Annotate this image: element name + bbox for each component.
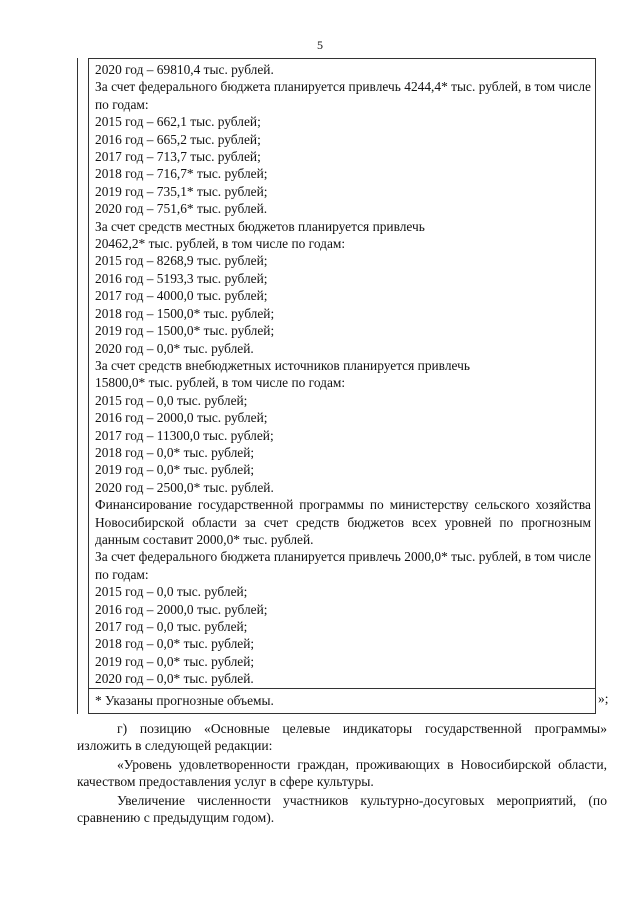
year-line: 2020 год – 0,0* тыс. рублей. <box>95 671 254 687</box>
paragraph-g: г) позицию «Основные целевые индикаторы государственной программы» изложить в следующей редакции: <box>77 721 607 754</box>
year-line: 2019 год – 0,0* тыс. рублей; <box>95 462 255 478</box>
year-line: 2019 год – 0,0* тыс. рублей; <box>95 653 255 669</box>
year-line: 2020 год – 0,0* тыс. рублей. <box>95 340 254 356</box>
extra-intro: 15800,0* тыс. рублей, в том числе по годам: <box>95 375 346 391</box>
year-line: 2017 год – 4000,0 тыс. рублей; <box>95 288 268 304</box>
year-line: 2019 год – 735,1* тыс. рублей; <box>95 183 268 199</box>
year-line: 2018 год – 1500,0* тыс. рублей; <box>95 305 275 321</box>
footnote-divider <box>88 688 596 689</box>
year-line: 2017 год – 0,0 тыс. рублей; <box>95 619 248 634</box>
extra-intro: За счет средств внебюджетных источников планируется привлечь <box>95 357 470 373</box>
year-line: 2016 год – 665,2 тыс. рублей; <box>95 131 261 147</box>
year-line: 2016 год – 2000,0 тыс. рублей; <box>95 601 268 617</box>
local-intro: 20462,2* тыс. рублей, в том числе по годам: <box>95 236 346 252</box>
footnote: * Указаны прогнозные объемы. <box>95 693 274 708</box>
year-line: 2020 год – 751,6* тыс. рублей. <box>95 201 268 217</box>
year-line: 2015 год – 0,0 тыс. рублей; <box>95 392 248 408</box>
paragraph-increase: Увеличение численности участников культурно-досуговых мероприятий, (по сравнению с предыдущим годом). <box>77 793 607 826</box>
local-intro: За счет средств местных бюджетов планируется привлечь <box>95 218 425 234</box>
paragraph-quote: «Уровень удовлетворенности граждан, проживающих в Новосибирской области, качеством предоставления услуг в сфере культуры. <box>77 757 607 790</box>
year-line: 2018 год – 716,7* тыс. рублей; <box>95 166 268 182</box>
year-line: 2019 год – 1500,0* тыс. рублей; <box>95 323 275 339</box>
ministry-federal-intro: За счет федерального бюджета планируется привлечь 2000,0* тыс. рублей, в том числе по годам: <box>95 549 591 582</box>
year-line: 2015 год – 8268,9 тыс. рублей; <box>95 253 268 269</box>
financing-text <box>95 61 591 688</box>
year-line: 2020 год – 69810,4 тыс. рублей. <box>95 62 274 77</box>
year-line: 2020 год – 2500,0* тыс. рублей. <box>95 479 274 495</box>
year-line: 2018 год – 0,0* тыс. рублей; <box>95 636 255 652</box>
year-line: 2015 год – 0,0 тыс. рублей; <box>95 584 248 600</box>
year-line: 2017 год – 11300,0 тыс. рублей; <box>95 427 274 443</box>
federal-intro: За счет федерального бюджета планируется привлечь 4244,4* тыс. рублей, в том числе по годам: <box>95 79 591 112</box>
year-line: 2017 год – 713,7 тыс. рублей; <box>95 149 261 165</box>
closing-quote: »; <box>598 691 609 706</box>
page-number: 5 <box>317 38 323 52</box>
year-line: 2016 год – 5193,3 тыс. рублей; <box>95 270 268 286</box>
year-line: 2015 год – 662,1 тыс. рублей; <box>95 114 261 130</box>
year-line: 2018 год – 0,0* тыс. рублей; <box>95 444 255 460</box>
ministry-paragraph: Финансирование государственной программы по министерству сельского хозяйства Новосибирской области за счет средств бюджетов всех уровней по прогнозным данным составит 2000,0* тыс. рублей. <box>95 497 591 547</box>
table-left-column <box>77 58 88 714</box>
year-line: 2016 год – 2000,0 тыс. рублей; <box>95 410 268 426</box>
